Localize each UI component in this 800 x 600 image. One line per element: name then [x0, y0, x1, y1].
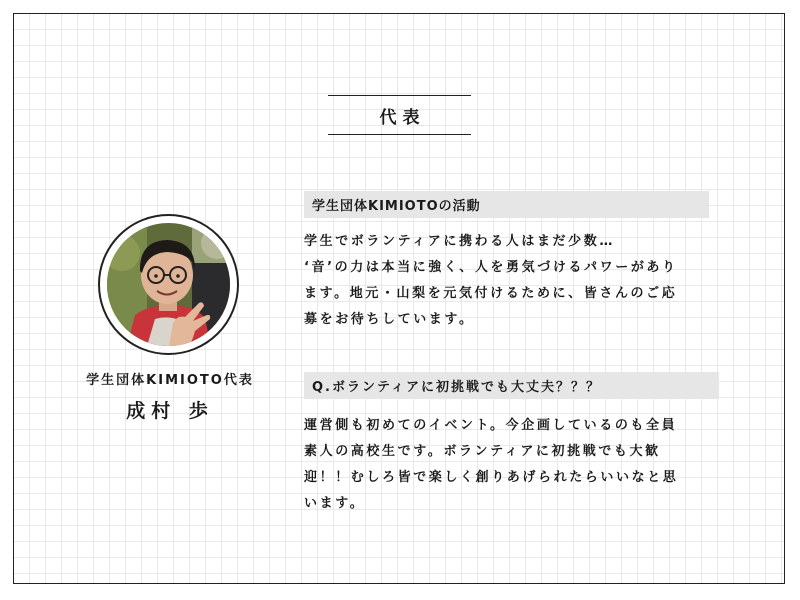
text-line: ます。地元・山梨を元気付けるために、皆さんのご応	[304, 286, 678, 301]
text-line: 素人の高校生です。ボランティアに初挑戦でも大歓	[304, 444, 661, 459]
avatar	[107, 223, 230, 346]
text-line: 迎！！むしろ皆で楽しく創りあげられたらいいなと思	[304, 470, 679, 485]
activity-text	[304, 229, 714, 333]
section-title: 代表	[379, 107, 426, 128]
text-line: 学生でボランティアに携わる人はまだ少数…	[304, 234, 615, 249]
section-title-block	[328, 95, 471, 135]
activity-heading: 学生団体KIMIOTOの活動	[304, 191, 709, 218]
text-line: ‘音’の力は本当に強く、人を勇気づけるパワーがあり	[304, 260, 678, 275]
text-line: います。	[304, 496, 366, 511]
text-line: 募をお待ちしています。	[304, 312, 475, 327]
representative-name: 成村 歩	[126, 400, 214, 422]
faq-heading: Q.ボランティアに初挑戦でも大丈夫？？？	[304, 372, 719, 399]
text-line: 運営側も初めてのイベント。今企画しているのも全員	[304, 418, 678, 433]
avatar-photo	[107, 223, 230, 346]
representative-title: 学生団体KIMIOTO代表	[86, 373, 254, 388]
faq-answer-text	[304, 413, 724, 517]
avatar-frame	[98, 214, 239, 355]
